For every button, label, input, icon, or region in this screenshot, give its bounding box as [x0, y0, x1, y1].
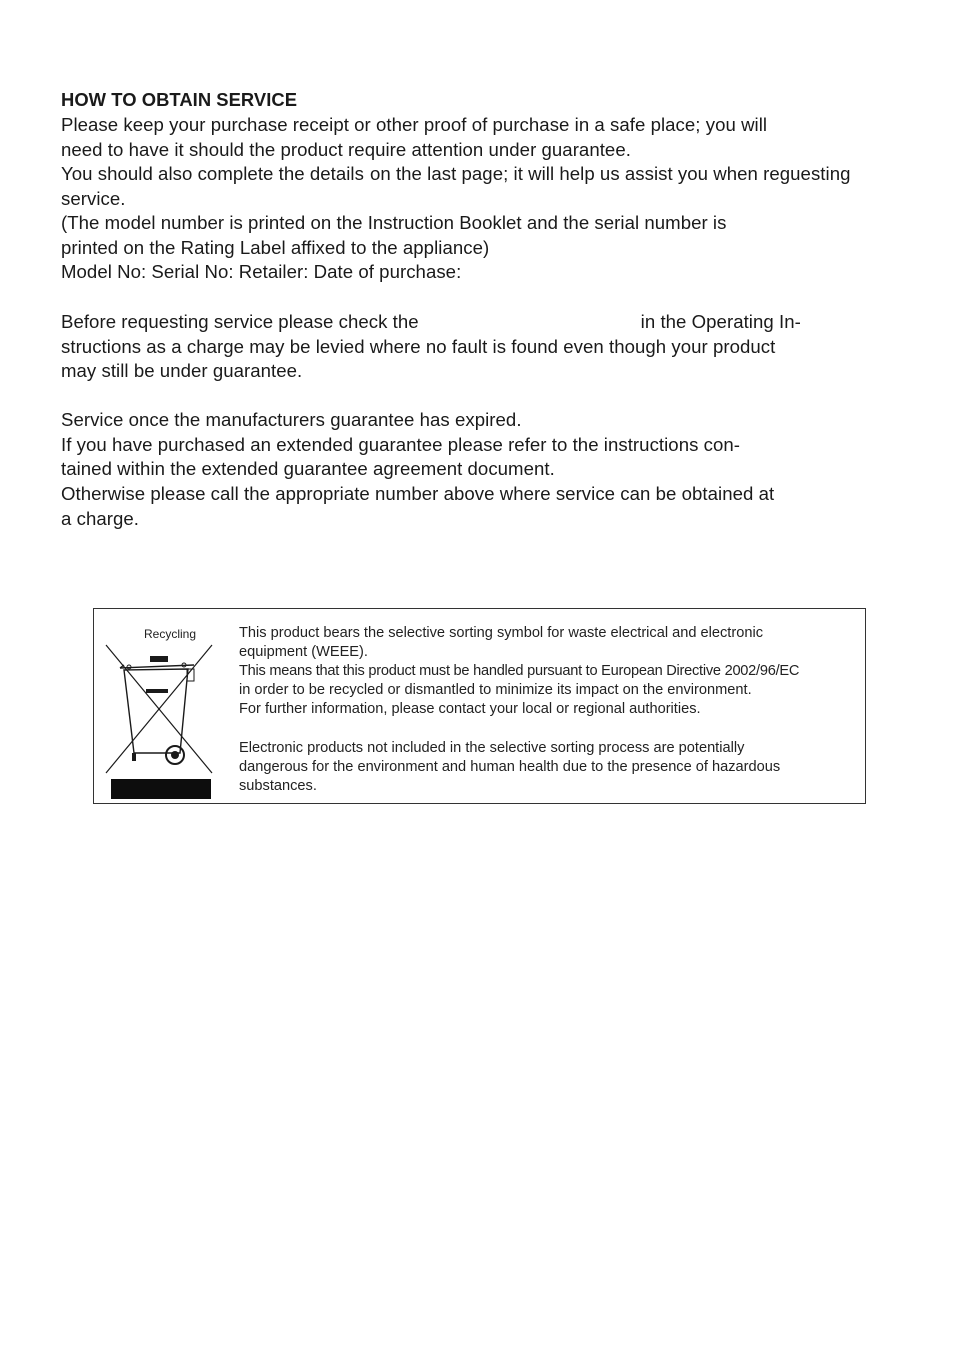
weee-description [239, 624, 859, 796]
weee-line: Electronic products not included in the selective sorting process are potentially [239, 739, 745, 756]
body-line: structions as a charge may be levied where no fault is found even though your product [61, 336, 776, 357]
weee-line: For further information, please contact your local or regional authorities. [239, 701, 701, 718]
body-line: Otherwise please call the appropriate number above where service can be obtained at [61, 483, 775, 504]
weee-line: in order to be recycled or dismantled to minimize its impact on the environment. [239, 682, 752, 699]
body-line: tained within the extended guarantee agreement document. [61, 458, 555, 479]
recycling-caption: Recycling [143, 627, 197, 641]
weee-line: equipment (WEEE). [239, 644, 368, 661]
body-line: Please keep your purchase receipt or other proof of purchase in a safe place; you will [61, 114, 768, 135]
weee-line: substances. [239, 777, 317, 794]
weee-line: dangerous for the environment and human health due to the presence of hazardous [239, 758, 781, 775]
section-heading: HOW TO OBTAIN SERVICE [61, 89, 298, 110]
check-after: in the Operating In- [640, 311, 801, 332]
crossed-out-wheelie-bin-icon [104, 643, 222, 799]
body-line [61, 162, 850, 186]
body-line: need to have it should the product require attention under guarantee. [61, 139, 631, 160]
weee-line: This product bears the selective sorting symbol for waste electrical and electronic [239, 625, 763, 641]
weee-line: This means that this product must be handled pursuant to European Directive 2002/96/EC [239, 663, 800, 680]
body-line: may still be under guarantee. [61, 360, 303, 381]
body-line: service. [61, 188, 126, 209]
body-line: Model No: Serial No: Retailer: Date of purchase: [61, 261, 462, 282]
body-line: a charge. [61, 508, 139, 529]
weee-symbol [104, 625, 222, 801]
body-line-part: on the last page; it will help us assist you when reguesting [369, 163, 851, 184]
body-line-part: You should also complete the details [61, 163, 364, 184]
weee-notice-box [93, 608, 866, 804]
body-line: printed on the Rating Label affixed to the appliance) [61, 237, 490, 258]
check-before: Before requesting service please check the [61, 311, 419, 332]
body-line: If you have purchased an extended guarantee please refer to the instructions con- [61, 434, 741, 455]
body-line: Service once the manufacturers guarantee has expired. [61, 409, 522, 430]
body-line [61, 310, 801, 334]
body-line: (The model number is printed on the Instruction Booklet and the serial number is [61, 212, 727, 233]
